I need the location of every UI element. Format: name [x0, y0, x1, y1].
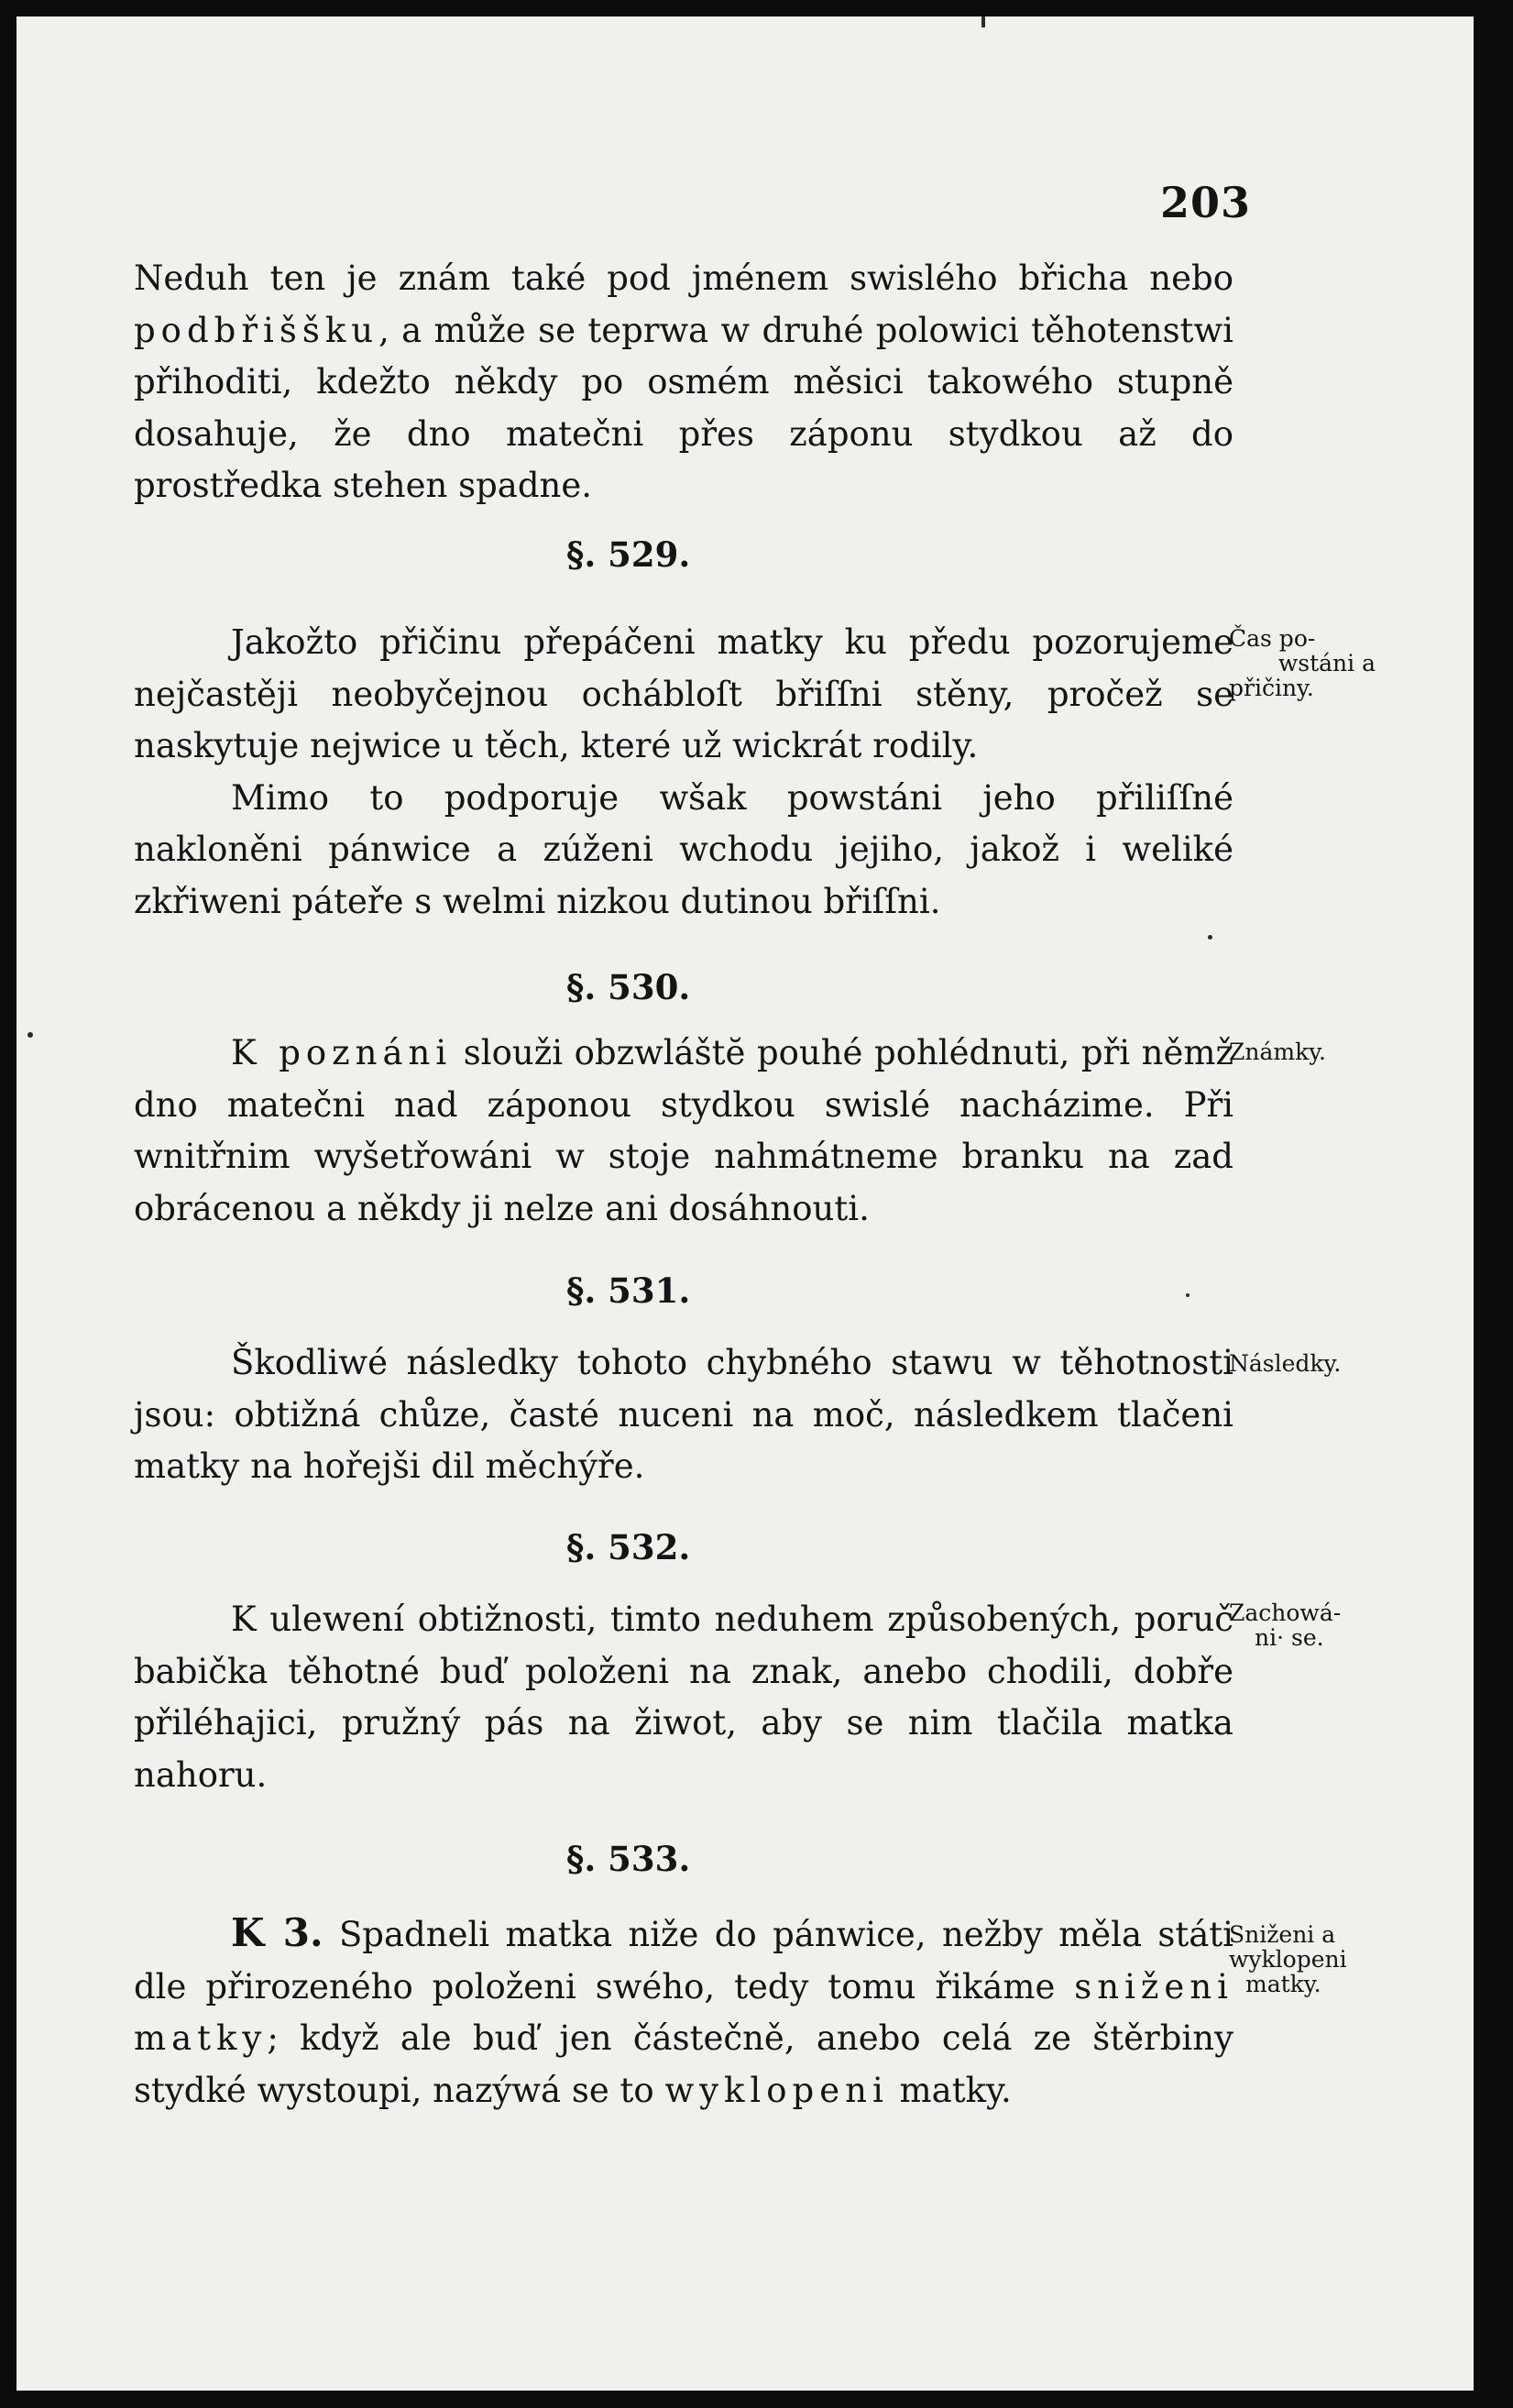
- section-heading-533: §. 533.: [566, 1839, 691, 1879]
- intro-block: [134, 253, 1233, 512]
- paragraph: Škodliwé následky tohoto chybného stawu w těhotnosti jsou: obtižná chůze, časté nuceni na moč, následkem tlačeni matky na hořejši dil měchýře.: [134, 1343, 1233, 1486]
- section-heading-531: §. 531.: [566, 1270, 691, 1311]
- section-529-body: [134, 617, 1233, 928]
- margin-note-530: Známky.: [1229, 1039, 1326, 1065]
- paragraph: K ulewení obtižnosti, timto neduhem způsobených, poruč babička těhotné buď položeni na znak, anebo chodili, dobře přiléhajici, pružný pás na žiwot, aby se nim tlačila matka nahoru.: [134, 1600, 1233, 1795]
- section-heading-529: §. 529.: [566, 534, 691, 575]
- margin-note-532: Zachowá- ni· se.: [1229, 1600, 1342, 1651]
- scan-speck: [1186, 1293, 1190, 1297]
- emphasis-term: podbřiššku: [134, 310, 379, 350]
- margin-note-529: Čas po- wstáni a přičiny.: [1229, 625, 1376, 701]
- paragraph: Mimo to podporuje wšak powstáni jeho přiliſſné nakloněni pánwice a zúženi wchodu jejiho, jakož i weliké zkřiweni páteře s welmi nizkou dutinou břiſſni.: [134, 777, 1233, 921]
- emphasis-term: K poznáni: [231, 1033, 453, 1072]
- section-533-body: [134, 1908, 1233, 2117]
- enumeration-label: K 3.: [231, 1910, 323, 1955]
- page-number: 203: [1160, 178, 1252, 227]
- margin-note-533: Sniženi a wyklopeni matky.: [1229, 1921, 1347, 1997]
- paragraph: K poznáni slouži obzwláštĕ pouhé pohlédnuti, při němž dno matečni nad záponou stydkou swislé nacházime. Při wnitřnim wyšetřowáni w stoje nahmátneme branku na zad obrácenou a někdy ji nelze ani dosáhnouti.: [134, 1033, 1233, 1228]
- book-page: [16, 16, 1474, 2391]
- intro-paragraph: Neduh ten je znám také pod jménem swislého břicha nebo podbřiššku, a může se teprwa w druhé polowici těhotenstwi přihoditi, kdežto někdy po osmém měsici takowého stupně dosahuje, že dno matečni přes záponu stydkou až do prostředka stehen spadne.: [134, 258, 1233, 505]
- section-531-body: [134, 1337, 1233, 1493]
- paragraph: Jakožto přičinu přepáčeni matky ku předu pozorujeme nejčastěji neobyčejnou ochábloſt břiſſni stěny, pročež se naskytuje nejwice u těch, které už wickrát rodily.: [134, 622, 1233, 765]
- scan-speck: [1208, 935, 1212, 940]
- section-heading-530: §. 530.: [566, 967, 691, 1007]
- section-532-body: [134, 1594, 1233, 1801]
- section-530-body: [134, 1028, 1233, 1235]
- scan-speck: [27, 1032, 33, 1038]
- scan-speck: [981, 16, 985, 27]
- emphasis-term: sniženi matky: [134, 1966, 1233, 2058]
- margin-note-531: Následky.: [1229, 1350, 1342, 1377]
- emphasis-term: wyklopeni: [664, 2070, 889, 2110]
- paragraph: K 3. Spadneli matka niže do pánwice, nežby měla státi dle přirozeného položeni swého, tedy tomu řikáme sniženi matky; když ale buď jen částečně, anebo celá ze štěrbiny stydké wystoupi, nazýwá se to wyklopeni matky.: [134, 1910, 1233, 2110]
- section-heading-532: §. 532.: [566, 1527, 691, 1567]
